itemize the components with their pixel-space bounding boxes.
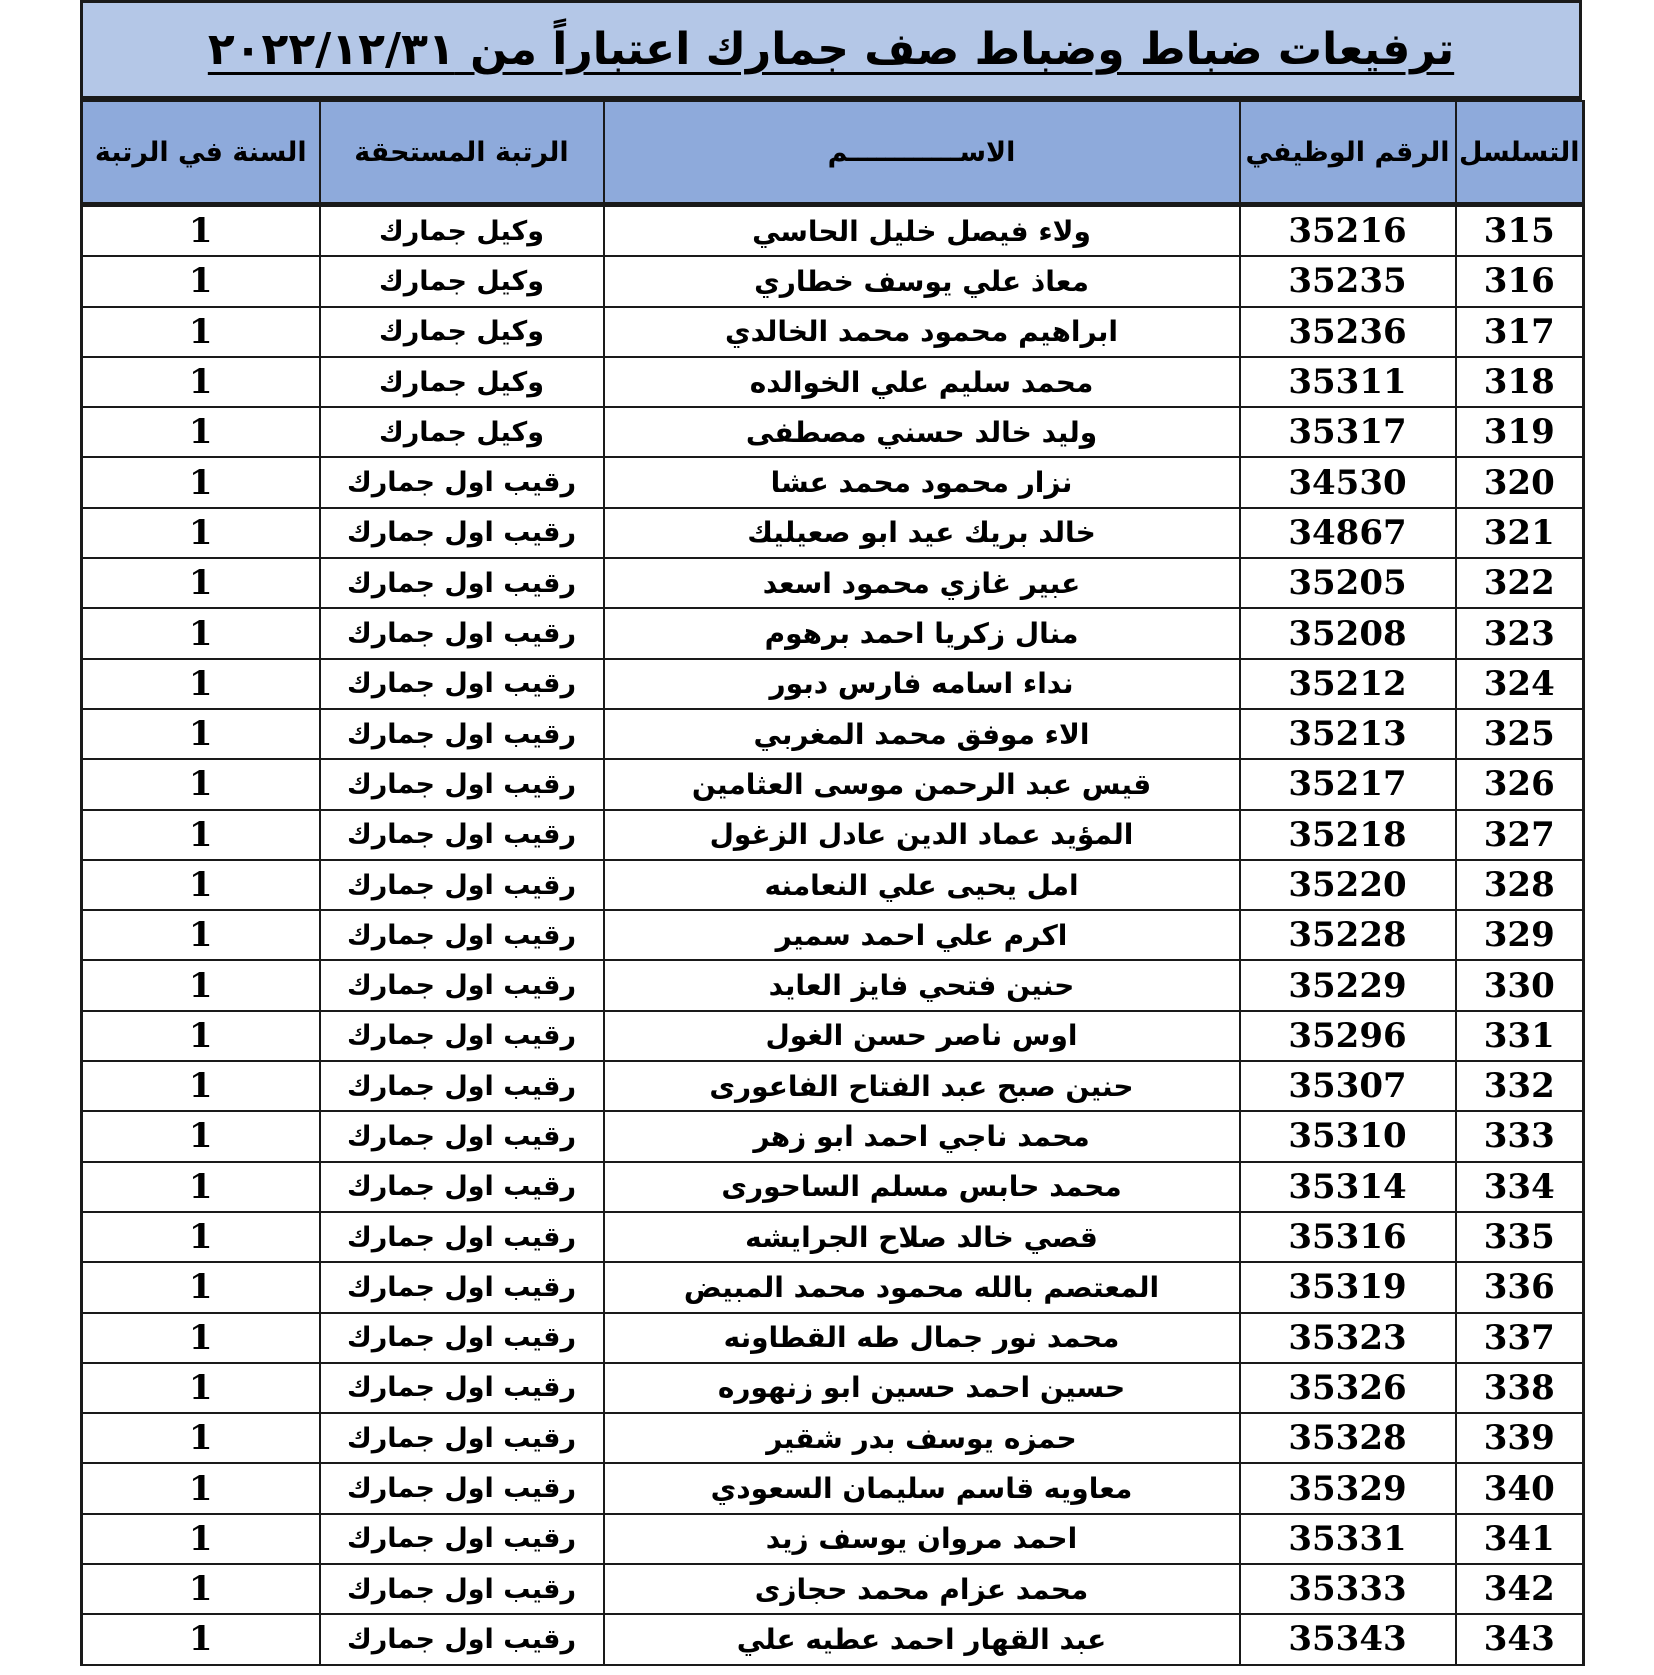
header-rank: الرتبة المستحقة <box>320 101 604 205</box>
serial-cell: 319 <box>1456 407 1584 457</box>
table-row <box>82 1363 1584 1413</box>
serial-cell: 333 <box>1456 1111 1584 1161</box>
employee-id-cell: 35229 <box>1240 960 1456 1010</box>
serial-cell: 324 <box>1456 659 1584 709</box>
years-in-rank-cell: 1 <box>82 1011 320 1061</box>
name-cell: حسين احمد حسين ابو زنهوره <box>604 1363 1240 1413</box>
years-in-rank-cell: 1 <box>82 407 320 457</box>
header-serial: التسلسل <box>1456 101 1584 205</box>
name-cell: قصي خالد صلاح الجرايشه <box>604 1212 1240 1262</box>
table-row <box>82 759 1584 809</box>
serial-cell: 341 <box>1456 1514 1584 1564</box>
table-row <box>82 1413 1584 1463</box>
header-years: السنة في الرتبة <box>82 101 320 205</box>
table-row <box>82 558 1584 608</box>
table-row <box>82 1262 1584 1312</box>
serial-cell: 326 <box>1456 759 1584 809</box>
name-cell: قيس عبد الرحمن موسى العثامين <box>604 759 1240 809</box>
employee-id-cell: 35236 <box>1240 307 1456 357</box>
employee-id-cell: 35319 <box>1240 1262 1456 1312</box>
name-cell: حنين صبح عبد الفتاح الفاعورى <box>604 1061 1240 1111</box>
serial-cell: 329 <box>1456 910 1584 960</box>
rank-cell: رقيب اول جمارك <box>320 1564 604 1614</box>
years-in-rank-cell: 1 <box>82 1162 320 1212</box>
employee-id-cell: 35329 <box>1240 1463 1456 1513</box>
name-cell: محمد نور جمال طه القطاونه <box>604 1313 1240 1363</box>
rank-cell: رقيب اول جمارك <box>320 759 604 809</box>
employee-id-cell: 35323 <box>1240 1313 1456 1363</box>
name-cell: اوس ناصر حسن الغول <box>604 1011 1240 1061</box>
table-row <box>82 1212 1584 1262</box>
years-in-rank-cell: 1 <box>82 307 320 357</box>
name-cell: نزار محمود محمد عشا <box>604 457 1240 507</box>
name-cell: خالد بريك عيد ابو صعيليك <box>604 508 1240 558</box>
serial-cell: 321 <box>1456 508 1584 558</box>
employee-id-cell: 35296 <box>1240 1011 1456 1061</box>
employee-id-cell: 34867 <box>1240 508 1456 558</box>
serial-cell: 340 <box>1456 1463 1584 1513</box>
rank-cell: رقيب اول جمارك <box>320 1061 604 1111</box>
name-cell: نداء اسامه فارس دبور <box>604 659 1240 709</box>
rank-cell: رقيب اول جمارك <box>320 508 604 558</box>
years-in-rank-cell: 1 <box>82 1212 320 1262</box>
table-row <box>82 357 1584 407</box>
serial-cell: 332 <box>1456 1061 1584 1111</box>
rank-cell: رقيب اول جمارك <box>320 659 604 709</box>
rank-cell: رقيب اول جمارك <box>320 1614 604 1664</box>
serial-cell: 320 <box>1456 457 1584 507</box>
years-in-rank-cell: 1 <box>82 659 320 709</box>
rank-cell: رقيب اول جمارك <box>320 1011 604 1061</box>
years-in-rank-cell: 1 <box>82 1262 320 1312</box>
table-row <box>82 1313 1584 1363</box>
name-cell: معاذ علي يوسف خطاري <box>604 256 1240 306</box>
rank-cell: وكيل جمارك <box>320 357 604 407</box>
employee-id-cell: 35311 <box>1240 357 1456 407</box>
table-row <box>82 1162 1584 1212</box>
rank-cell: وكيل جمارك <box>320 307 604 357</box>
name-cell: حنين فتحي فايز العايد <box>604 960 1240 1010</box>
table-row <box>82 608 1584 658</box>
name-cell: معاويه قاسم سليمان السعودي <box>604 1463 1240 1513</box>
table-row <box>82 910 1584 960</box>
years-in-rank-cell: 1 <box>82 457 320 507</box>
employee-id-cell: 35314 <box>1240 1162 1456 1212</box>
serial-cell: 338 <box>1456 1363 1584 1413</box>
employee-id-cell: 35218 <box>1240 810 1456 860</box>
years-in-rank-cell: 1 <box>82 1514 320 1564</box>
serial-cell: 317 <box>1456 307 1584 357</box>
serial-cell: 334 <box>1456 1162 1584 1212</box>
employee-id-cell: 35205 <box>1240 558 1456 608</box>
table-row <box>82 659 1584 709</box>
rank-cell: رقيب اول جمارك <box>320 1212 604 1262</box>
rank-cell: رقيب اول جمارك <box>320 1313 604 1363</box>
employee-id-cell: 34530 <box>1240 457 1456 507</box>
years-in-rank-cell: 1 <box>82 1313 320 1363</box>
years-in-rank-cell: 1 <box>82 810 320 860</box>
serial-cell: 336 <box>1456 1262 1584 1312</box>
serial-cell: 328 <box>1456 860 1584 910</box>
table-row <box>82 810 1584 860</box>
rank-cell: رقيب اول جمارك <box>320 860 604 910</box>
years-in-rank-cell: 1 <box>82 1111 320 1161</box>
table-row <box>82 256 1584 306</box>
serial-cell: 330 <box>1456 960 1584 1010</box>
serial-cell: 342 <box>1456 1564 1584 1614</box>
rank-cell: رقيب اول جمارك <box>320 1463 604 1513</box>
name-cell: ولاء فيصل خليل الحاسي <box>604 205 1240 257</box>
rank-cell: رقيب اول جمارك <box>320 709 604 759</box>
table-row <box>82 1111 1584 1161</box>
serial-cell: 318 <box>1456 357 1584 407</box>
serial-cell: 316 <box>1456 256 1584 306</box>
table-row <box>82 1564 1584 1614</box>
years-in-rank-cell: 1 <box>82 960 320 1010</box>
employee-id-cell: 35326 <box>1240 1363 1456 1413</box>
years-in-rank-cell: 1 <box>82 1061 320 1111</box>
employee-id-cell: 35235 <box>1240 256 1456 306</box>
rank-cell: رقيب اول جمارك <box>320 457 604 507</box>
table-row <box>82 1463 1584 1513</box>
name-cell: الاء موفق محمد المغربي <box>604 709 1240 759</box>
serial-cell: 315 <box>1456 205 1584 257</box>
name-cell: امل يحيى علي النعامنه <box>604 860 1240 910</box>
name-cell: عبد القهار احمد عطيه علي <box>604 1614 1240 1664</box>
employee-id-cell: 35212 <box>1240 659 1456 709</box>
table-row <box>82 508 1584 558</box>
serial-cell: 331 <box>1456 1011 1584 1061</box>
name-cell: حمزه يوسف بدر شقير <box>604 1413 1240 1463</box>
rank-cell: رقيب اول جمارك <box>320 1162 604 1212</box>
years-in-rank-cell: 1 <box>82 357 320 407</box>
rank-cell: وكيل جمارك <box>320 407 604 457</box>
table-row <box>82 457 1584 507</box>
table-row <box>82 205 1584 257</box>
serial-cell: 339 <box>1456 1413 1584 1463</box>
promotions-sheet <box>80 0 1582 1666</box>
employee-id-cell: 35333 <box>1240 1564 1456 1614</box>
serial-cell: 327 <box>1456 810 1584 860</box>
rank-cell: رقيب اول جمارك <box>320 1413 604 1463</box>
serial-cell: 322 <box>1456 558 1584 608</box>
years-in-rank-cell: 1 <box>82 1363 320 1413</box>
serial-cell: 323 <box>1456 608 1584 658</box>
document-title: ترفيعات ضباط وضباط صف جمارك اعتباراً من ٢٠٢٢/١٢/٣١ <box>207 24 1455 75</box>
promotions-table <box>80 100 1585 1666</box>
years-in-rank-cell: 1 <box>82 910 320 960</box>
rank-cell: رقيب اول جمارك <box>320 608 604 658</box>
employee-id-cell: 35217 <box>1240 759 1456 809</box>
employee-id-cell: 35316 <box>1240 1212 1456 1262</box>
employee-id-cell: 35216 <box>1240 205 1456 257</box>
name-cell: وليد خالد حسني مصطفى <box>604 407 1240 457</box>
table-row <box>82 860 1584 910</box>
table-row <box>82 709 1584 759</box>
name-cell: محمد ناجي احمد ابو زهر <box>604 1111 1240 1161</box>
table-row <box>82 1614 1584 1664</box>
years-in-rank-cell: 1 <box>82 1413 320 1463</box>
rank-cell: رقيب اول جمارك <box>320 810 604 860</box>
employee-id-cell: 35220 <box>1240 860 1456 910</box>
employee-id-cell: 35310 <box>1240 1111 1456 1161</box>
name-cell: منال زكريا احمد برهوم <box>604 608 1240 658</box>
rank-cell: رقيب اول جمارك <box>320 1111 604 1161</box>
employee-id-cell: 35228 <box>1240 910 1456 960</box>
years-in-rank-cell: 1 <box>82 759 320 809</box>
table-header <box>82 101 1584 205</box>
employee-id-cell: 35213 <box>1240 709 1456 759</box>
header-name: الاســــــــــــم <box>604 101 1240 205</box>
table-row <box>82 1011 1584 1061</box>
rank-cell: وكيل جمارك <box>320 256 604 306</box>
rank-cell: رقيب اول جمارك <box>320 1262 604 1312</box>
employee-id-cell: 35307 <box>1240 1061 1456 1111</box>
serial-cell: 343 <box>1456 1614 1584 1664</box>
years-in-rank-cell: 1 <box>82 709 320 759</box>
rank-cell: رقيب اول جمارك <box>320 1363 604 1413</box>
name-cell: احمد مروان يوسف زيد <box>604 1514 1240 1564</box>
employee-id-cell: 35317 <box>1240 407 1456 457</box>
serial-cell: 325 <box>1456 709 1584 759</box>
employee-id-cell: 35208 <box>1240 608 1456 658</box>
title-bar <box>80 0 1582 100</box>
serial-cell: 335 <box>1456 1212 1584 1262</box>
header-employee-id: الرقم الوظيفي <box>1240 101 1456 205</box>
name-cell: ابراهيم محمود محمد الخالدي <box>604 307 1240 357</box>
table-row <box>82 407 1584 457</box>
employee-id-cell: 35331 <box>1240 1514 1456 1564</box>
years-in-rank-cell: 1 <box>82 608 320 658</box>
name-cell: المعتصم بالله محمود محمد المبيض <box>604 1262 1240 1312</box>
years-in-rank-cell: 1 <box>82 558 320 608</box>
employee-id-cell: 35328 <box>1240 1413 1456 1463</box>
serial-cell: 337 <box>1456 1313 1584 1363</box>
table-row <box>82 960 1584 1010</box>
table-row <box>82 1061 1584 1111</box>
rank-cell: رقيب اول جمارك <box>320 910 604 960</box>
rank-cell: رقيب اول جمارك <box>320 1514 604 1564</box>
name-cell: المؤيد عماد الدين عادل الزغول <box>604 810 1240 860</box>
name-cell: عبير غازي محمود اسعد <box>604 558 1240 608</box>
years-in-rank-cell: 1 <box>82 205 320 257</box>
name-cell: محمد عزام محمد حجازى <box>604 1564 1240 1614</box>
years-in-rank-cell: 1 <box>82 860 320 910</box>
rank-cell: وكيل جمارك <box>320 205 604 257</box>
years-in-rank-cell: 1 <box>82 1614 320 1664</box>
name-cell: محمد سليم علي الخوالده <box>604 357 1240 407</box>
rank-cell: رقيب اول جمارك <box>320 558 604 608</box>
years-in-rank-cell: 1 <box>82 508 320 558</box>
table-row <box>82 307 1584 357</box>
employee-id-cell: 35343 <box>1240 1614 1456 1664</box>
name-cell: محمد حابس مسلم الساحورى <box>604 1162 1240 1212</box>
rank-cell: رقيب اول جمارك <box>320 960 604 1010</box>
table-row <box>82 1514 1584 1564</box>
years-in-rank-cell: 1 <box>82 1564 320 1614</box>
name-cell: اكرم علي احمد سمير <box>604 910 1240 960</box>
years-in-rank-cell: 1 <box>82 1463 320 1513</box>
years-in-rank-cell: 1 <box>82 256 320 306</box>
table-body <box>82 205 1584 1665</box>
